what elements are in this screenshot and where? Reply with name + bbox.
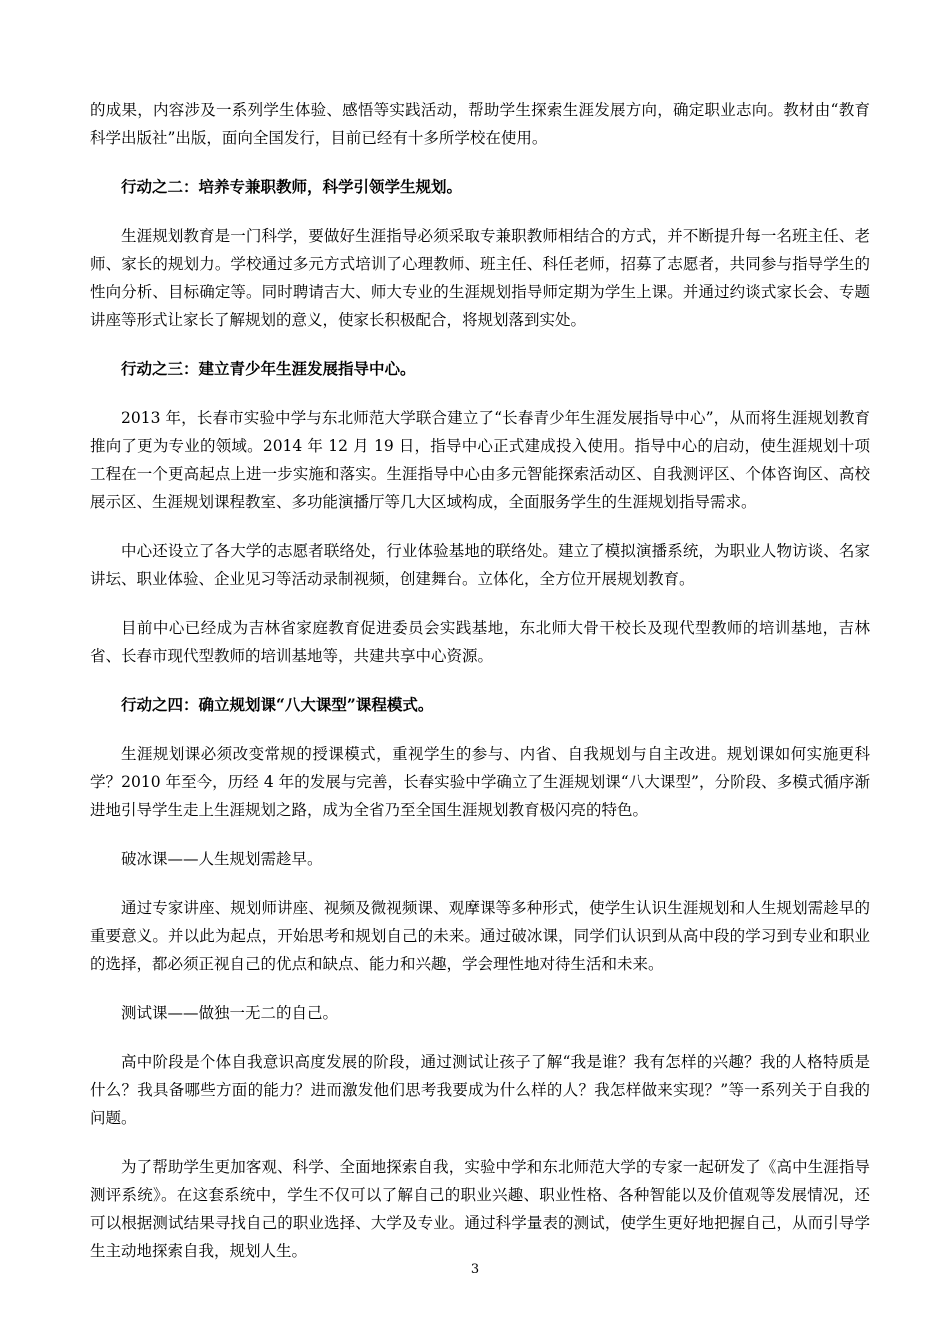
subheading-test-class: 测试课——做独一无二的自己。	[121, 1004, 339, 1022]
page-number: 3	[470, 1262, 480, 1277]
paragraph: 中心还设立了各大学的志愿者联络处，行业体验基地的联络处。建立了模拟演播系统，为职业人物访谈、名家讲坛、职业体验、企业见习等活动录制视频，创建舞台。立体化，全方位开展规划教育。	[90, 542, 870, 588]
paragraph-continuation: 的成果，内容涉及一系列学生体验、感悟等实践活动，帮助学生探索生涯发展方向，确定职业志向。教材由“教育科学出版社”出版，面向全国发行，目前已经有十多所学校在使用。	[90, 101, 870, 147]
paragraph: 生涯规划教育是一门科学，要做好生涯指导必须采取专兼职教师相结合的方式，并不断提升每一名班主任、老师、家长的规划力。学校通过多元方式培训了心理教师、班主任、科任老师，招募了志愿者，共同参与指导学生的性向分析、目标确定等。同时聘请吉大、师大专业的生涯规划指导师定期为学生上课。并通过约谈式家长会、专题讲座等形式让家长了解规划的意义，使家长积极配合，将规划落到实处。	[90, 227, 870, 329]
section-heading-action-4: 行动之四：确立规划课“八大课型”课程模式。	[121, 695, 434, 714]
document-body	[90, 96, 870, 1286]
paragraph: 为了帮助学生更加客观、科学、全面地探索自我，实验中学和东北师范大学的专家一起研发了《高中生涯指导测评系统》。在这套系统中，学生不仅可以了解自己的职业兴趣、职业性格、各种智能以及价值观等发展情况，还可以根据测试结果寻找自己的职业选择、大学及专业。通过科学量表的测试，使学生更好地把握自己，从而引导学生主动地探索自我，规划人生。	[90, 1158, 870, 1260]
paragraph: 高中阶段是个体自我意识高度发展的阶段，通过测试让孩子了解“我是谁？我有怎样的兴趣？我的人格特质是什么？我具备哪些方面的能力？进而激发他们思考我要成为什么样的人？我怎样做来实现？”等一系列关于自我的问题。	[90, 1053, 870, 1127]
paragraph: 通过专家讲座、规划师讲座、视频及微视频课、观摩课等多种形式，使学生认识生涯规划和人生规划需趁早的重要意义。并以此为起点，开始思考和规划自己的未来。通过破冰课，同学们认识到从高中段的学习到专业和职业的选择，都必须正视自己的优点和缺点、能力和兴趣，学会理性地对待生活和未来。	[90, 899, 870, 973]
subheading-icebreaker-class: 破冰课——人生规划需趁早。	[121, 850, 323, 868]
section-heading-action-2: 行动之二：培养专兼职教师，科学引领学生规划。	[121, 177, 463, 196]
paragraph: 2013 年，长春市实验中学与东北师范大学联合建立了“长春青少年生涯发展指导中心”，从而将生涯规划教育推向了更为专业的领域。2014 年 12 月 19 日，指导中心正式建成投入使用。指导中心的启动，使生涯规划十项工程在一个更高起点上进一步实施和落实。生涯指导中心由多元智能探索活动区、自我测评区、个体咨询区、高校展示区、生涯规划课程教室、多功能演播厅等几大区域构成，全面服务学生的生涯规划指导需求。	[90, 409, 870, 511]
paragraph: 生涯规划课必须改变常规的授课模式，重视学生的参与、内省、自我规划与自主改进。规划课如何实施更科学？2010 年至今，历经 4 年的发展与完善，长春实验中学确立了生涯规划课“八大课型”，分阶段、多模式循序渐进地引导学生走上生涯规划之路，成为全省乃至全国生涯规划教育极闪亮的特色。	[90, 745, 870, 819]
paragraph: 目前中心已经成为吉林省家庭教育促进委员会实践基地，东北师大骨干校长及现代型教师的培训基地，吉林省、长春市现代型教师的培训基地等，共建共享中心资源。	[90, 619, 870, 665]
section-heading-action-3: 行动之三：建立青少年生涯发展指导中心。	[121, 359, 416, 378]
